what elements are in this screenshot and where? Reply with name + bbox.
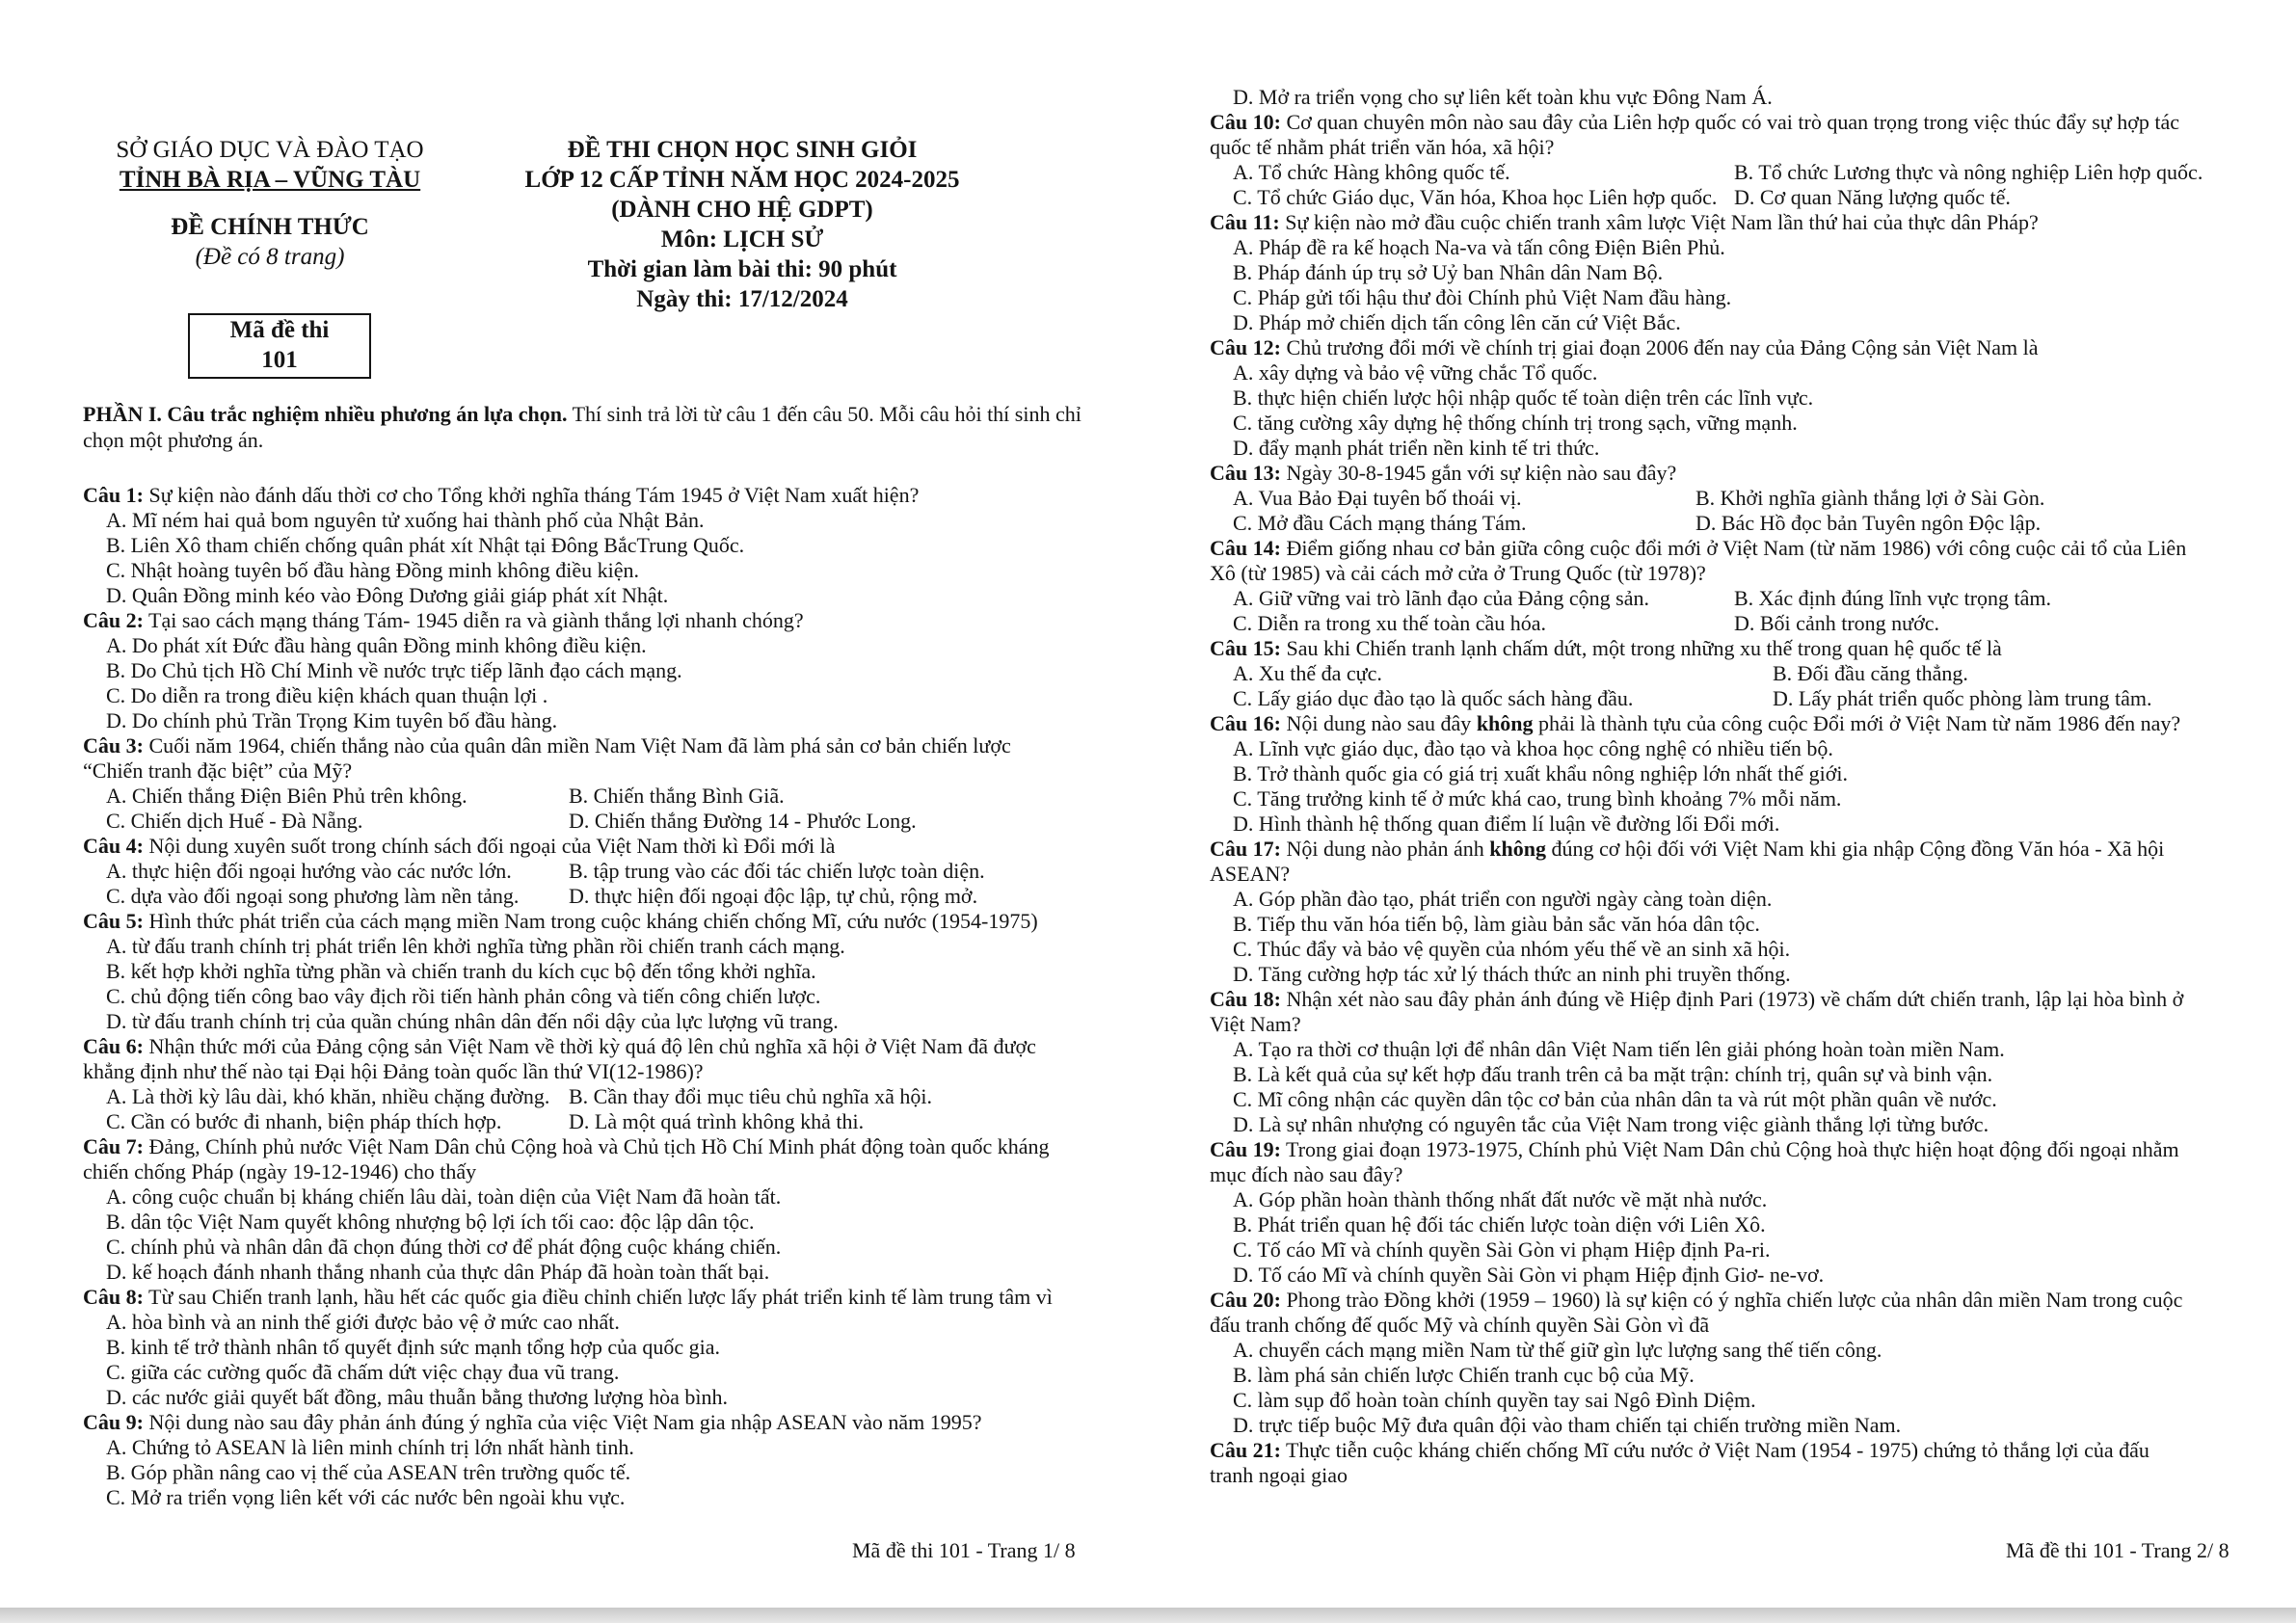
option-b: B. Khởi nghĩa giành thắng lợi ở Sài Gòn. <box>1695 486 2045 510</box>
option-d: D. Cơ quan Năng lượng quốc tế. <box>1734 185 2011 209</box>
option-d: D. các nước giải quyết bất đồng, mâu thuẫn bằng thương lượng hòa bình. <box>106 1385 728 1409</box>
option-d: D. đẩy mạnh phát triển nền kinh tế tri thức. <box>1233 436 1600 460</box>
question-label: Câu 11: <box>1210 210 1280 234</box>
option-c: C. Lấy giáo dục đào tạo là quốc sách hàng đầu. <box>1233 686 1634 710</box>
question-text-cont: chiến chống Pháp (ngày 19-12-1946) cho thấy <box>83 1159 477 1184</box>
pages-note: (Đề có 8 trang) <box>195 244 345 270</box>
option-c: C. Diễn ra trong xu thế toàn cầu hóa. <box>1233 611 1547 635</box>
option-b: B. thực hiện chiến lược hội nhập quốc tế toàn diện trên các lĩnh vực. <box>1233 386 1814 410</box>
option-a: A. chuyển cách mạng miền Nam từ thế giữ gìn lực lượng sang thế tiến công. <box>1233 1338 1882 1362</box>
option-c: C. Thúc đẩy và bảo vệ quyền của nhóm yếu thế về an sinh xã hội. <box>1233 937 1791 961</box>
option-d: D. Pháp mở chiến dịch tấn công lên căn cứ Việt Bắc. <box>1233 310 1681 334</box>
question-6 <box>83 1034 1114 1134</box>
question-label: Câu 12: <box>1210 335 1281 359</box>
question-text-post: đúng cơ hội đối với Việt Nam khi gia nhập Cộng đồng Văn hóa - Xã hội <box>1545 837 2165 861</box>
question-text: Từ sau Chiến tranh lạnh, hầu hết các quốc gia điều chỉnh chiến lược lấy phát triển kinh tế làm trung tâm vì <box>143 1285 1053 1309</box>
grade-line: LỚP 12 CẤP TỈNH NĂM HỌC 2024-2025 <box>524 167 960 193</box>
question-text: Chủ trương đổi mới về chính trị giai đoạn 2006 đến nay của Đảng Cộng sản Việt Nam là <box>1280 335 2039 359</box>
department-name: SỞ GIÁO DỤC VÀ ĐÀO TẠO <box>116 137 424 163</box>
option-a: A. Giữ vững vai trò lãnh đạo của Đảng cộng sản. <box>1233 586 1649 610</box>
exam-code-label: Mã đề thi <box>229 317 330 343</box>
question-label: Câu 7: <box>83 1134 144 1158</box>
option-b: B. Liên Xô tham chiến chống quân phát xít Nhật tại Đông BắcTrung Quốc. <box>106 533 745 557</box>
option-d: D. Tố cáo Mĩ và chính quyền Sài Gòn vi phạm Hiệp định Giơ- ne-vơ. <box>1233 1263 1825 1287</box>
question-4 <box>83 834 1114 909</box>
option-b: B. Đối đầu căng thẳng. <box>1773 661 1968 685</box>
question-text-cont: Xô (từ 1985) và cải cách mở cửa ở Trung Quốc (từ 1978)? <box>1210 561 1706 585</box>
option-c: C. Tăng trưởng kinh tế ở mức khá cao, trung bình khoảng 7% mỗi năm. <box>1233 786 1842 811</box>
question-9 <box>83 1410 1114 1510</box>
option-a: A. Vua Bảo Đại tuyên bố thoái vị. <box>1233 486 1522 510</box>
option-c: C. Tổ chức Giáo dục, Văn hóa, Khoa học Liên hợp quốc. <box>1233 185 1718 209</box>
subject-line: Môn: LỊCH SỬ <box>660 226 824 253</box>
question-1 <box>83 483 1114 608</box>
question-text: Sự kiện nào đánh dấu thời cơ cho Tổng khởi nghĩa tháng Tám 1945 ở Việt Nam xuất hiện? <box>143 483 920 507</box>
question-text-cont: Việt Nam? <box>1210 1012 1301 1036</box>
question-text: Trong giai đoạn 1973-1975, Chính phủ Việt Nam Dân chủ Cộng hoà thực hiện hoạt động đối ngoại nhằm <box>1280 1137 2179 1161</box>
option-d: D. Là sự nhân nhượng có nguyên tắc của Việt Nam trong việc giành thắng lợi từng bước. <box>1233 1112 1989 1136</box>
option-a: A. Tổ chức Hàng không quốc tế. <box>1233 160 1510 184</box>
question-text: Phong trào Đồng khởi (1959 – 1960) là sự kiện có ý nghĩa chiến lược của nhân dân miền Nam trong cuộc <box>1280 1288 2183 1312</box>
option-d: D. kế hoạch đánh nhanh thắng nhanh của thực dân Pháp đã hoàn toàn thất bại. <box>106 1260 770 1284</box>
option-c: C. Cần có bước đi nhanh, biện pháp thích hợp. <box>106 1109 502 1133</box>
section-instructions: Thí sinh trả lời từ câu 1 đến câu 50. Mỗi câu hỏi thí sinh chỉ chọn một phương án. <box>83 402 1081 452</box>
question-3 <box>83 733 1114 834</box>
option-a: A. xây dựng và bảo vệ vững chắc Tổ quốc. <box>1233 360 1598 385</box>
option-d: D. từ đấu tranh chính trị của quần chúng nhân dân đến nổi dậy của lực lượng vũ trang. <box>106 1009 839 1033</box>
official-label: ĐỀ CHÍNH THỨC <box>171 214 369 240</box>
question-10 <box>1210 110 2251 210</box>
option-b: B. Trở thành quốc gia có giá trị xuất khẩu nông nghiệp lớn nhất thế giới. <box>1233 761 1848 785</box>
option-b: B. Do Chủ tịch Hồ Chí Minh về nước trực tiếp lãnh đạo cách mạng. <box>106 658 682 682</box>
question-text: Điểm giống nhau cơ bản giữa công cuộc đổi mới ở Việt Nam (từ năm 1986) với công cuộc cải tổ của Liên <box>1280 536 2187 560</box>
question-text: Đảng, Chính phủ nước Việt Nam Dân chủ Cộng hoà và Chủ tịch Hồ Chí Minh phát động toàn quốc kháng <box>143 1134 1050 1158</box>
question-text: Sau khi Chiến tranh lạnh chấm dứt, một trong những xu thế trong quan hệ quốc tế là <box>1280 636 2002 660</box>
question-16 <box>1210 711 2251 837</box>
option-d: D. thực hiện đối ngoại độc lập, tự chủ, rộng mở. <box>569 884 978 908</box>
option-c: C. Mở ra triển vọng liên kết với các nước bên ngoài khu vực. <box>106 1485 626 1509</box>
question-12 <box>1210 335 2251 461</box>
option-d: D. Quân Đồng minh kéo vào Đông Dương giải giáp phát xít Nhật. <box>106 583 669 607</box>
option-c: C. Chiến dịch Huế - Đà Nẵng. <box>106 809 363 833</box>
option-a: A. hòa bình và an ninh thế giới được bảo vệ ở mức cao nhất. <box>106 1310 620 1334</box>
option-a: A. thực hiện đối ngoại hướng vào các nước lớn. <box>106 859 512 883</box>
question-text: Nội dung xuyên suốt trong chính sách đối ngoại của Việt Nam thời kì Đổi mới là <box>143 834 836 858</box>
option-d: D. Lấy phát triển quốc phòng làm trung tâm. <box>1773 686 2152 710</box>
question-text-cont: mục đích nào sau đây? <box>1210 1162 1403 1186</box>
question-11 <box>1210 210 2251 335</box>
question-text: Ngày 30-8-1945 gắn với sự kiện nào sau đây? <box>1280 461 1677 485</box>
question-7 <box>83 1134 1114 1285</box>
question-text: Cơ quan chuyên môn nào sau đây của Liên hợp quốc có vai trò quan trọng trong việc thúc đẩy sự hợp tác <box>1280 110 2180 134</box>
question-13 <box>1210 461 2251 536</box>
option-d: D. Mở ra triển vọng cho sự liên kết toàn khu vực Đông Nam Á. <box>1233 85 1773 109</box>
exam-code-value: 101 <box>261 347 298 373</box>
option-d: D. Chiến thắng Đường 14 - Phước Long. <box>569 809 917 833</box>
page-footer: Mã đề thi 101 - Trang 1/ 8 <box>852 1538 1076 1562</box>
option-b: B. Pháp đánh úp trụ sở Uỷ ban Nhân dân Nam Bộ. <box>1233 260 1664 284</box>
option-c: C. chủ động tiến công bao vây địch rồi tiến hành phản công và tiến công chiến lược. <box>106 984 821 1008</box>
question-label: Câu 9: <box>83 1410 144 1434</box>
option-a: A. Góp phần hoàn thành thống nhất đất nước về mặt nhà nước. <box>1233 1187 1768 1211</box>
option-b: B. kinh tế trở thành nhân tố quyết định sức mạnh tổng hợp của quốc gia. <box>106 1335 721 1359</box>
question-label: Câu 16: <box>1210 711 1281 735</box>
page-footer: Mã đề thi 101 - Trang 2/ 8 <box>2006 1538 2229 1562</box>
question-15 <box>1210 636 2251 711</box>
question-text: Nội dung nào phản ánh <box>1280 837 1490 861</box>
option-a: A. Chứng tỏ ASEAN là liên minh chính trị lớn nhất hành tinh. <box>106 1435 634 1459</box>
option-c: C. chính phủ và nhân dân đã chọn đúng thời cơ để phát động cuộc kháng chiến. <box>106 1235 782 1259</box>
question-9-continued <box>1210 85 2251 110</box>
section-title: PHẦN I. Câu trắc nghiệm nhiều phương án lựa chọn. <box>83 402 568 426</box>
question-text: Thực tiễn cuộc kháng chiến chống Mĩ cứu nước ở Việt Nam (1954 - 1975) chứng tỏ thắng lợi của đấu <box>1280 1438 2149 1462</box>
question-label: Câu 20: <box>1210 1288 1281 1312</box>
question-text: Cuối năm 1964, chiến thắng nào của quân dân miền Nam Việt Nam đã làm phá sản cơ bản chiến lược <box>143 733 1011 758</box>
option-b: B. kết hợp khởi nghĩa từng phần và chiến tranh du kích cục bộ đến tổng khởi nghĩa. <box>106 959 816 983</box>
question-text: Nhận thức mới của Đảng cộng sản Việt Nam về thời kỳ quá độ lên chủ nghĩa xã hội ở Việt Nam đã được <box>143 1034 1036 1058</box>
option-d: D. Hình thành hệ thống quan điểm lí luận về đường lối Đổi mới. <box>1233 812 1780 836</box>
question-text-emphasis: không <box>1489 837 1546 861</box>
question-text-post: phải là thành tựu của công cuộc Đổi mới ở Việt Nam từ năm 1986 đến nay? <box>1533 711 2181 735</box>
question-label: Câu 17: <box>1210 837 1281 861</box>
option-c: C. dựa vào đối ngoại song phương làm nền tảng. <box>106 884 520 908</box>
option-b: B. Phát triển quan hệ đối tác chiến lược toàn diện với Liên Xô. <box>1233 1212 1766 1237</box>
question-text: Hình thức phát triển của cách mạng miền Nam trong cuộc kháng chiến chống Mĩ, cứu nước (1954-1975) <box>143 909 1038 933</box>
exam-page-2 <box>1148 0 2296 1623</box>
option-b: B. Chiến thắng Bình Giã. <box>569 784 785 808</box>
option-c: C. Mở đầu Cách mạng tháng Tám. <box>1233 511 1527 535</box>
question-text-cont: “Chiến tranh đặc biệt” của Mỹ? <box>83 758 353 783</box>
option-b: B. làm phá sản chiến lược Chiến tranh cục bộ của Mỹ. <box>1233 1363 1695 1387</box>
question-21 <box>1210 1438 2251 1488</box>
option-c: C. Tố cáo Mĩ và chính quyền Sài Gòn vi phạm Hiệp định Pa-ri. <box>1233 1237 1771 1262</box>
option-a: A. công cuộc chuẩn bị kháng chiến lâu dài, toàn diện của Việt Nam đã hoàn tất. <box>106 1184 782 1209</box>
question-text-cont: quốc tế nhằm phát triển văn hóa, xã hội? <box>1210 135 1555 159</box>
option-c: C. tăng cường xây dựng hệ thống chính trị trong sạch, vững mạnh. <box>1233 411 1798 435</box>
question-18 <box>1210 987 2251 1137</box>
option-c: C. Nhật hoàng tuyên bố đầu hàng Đồng minh không điều kiện. <box>106 558 639 582</box>
question-8 <box>83 1285 1114 1410</box>
question-17 <box>1210 837 2251 987</box>
option-c: C. Pháp gửi tối hậu thư đòi Chính phủ Việt Nam đầu hàng. <box>1233 285 1732 309</box>
time-line: Thời gian làm bài thi: 90 phút <box>587 256 897 282</box>
option-d: D. Bối cảnh trong nước. <box>1734 611 1939 635</box>
province-name: TỈNH BÀ RỊA – VŨNG TÀU <box>119 167 421 193</box>
option-b: B. Xác định đúng lĩnh vực trọng tâm. <box>1734 586 2052 610</box>
option-a: A. Xu thế đa cực. <box>1233 661 1382 685</box>
option-d: D. Là một quá trình không khả thi. <box>569 1109 865 1133</box>
question-text-emphasis: không <box>1476 711 1534 735</box>
exam-title: ĐỀ THI CHỌN HỌC SINH GIỎI <box>567 137 918 163</box>
option-d: D. Tăng cường hợp tác xử lý thách thức an ninh phi truyền thống. <box>1233 962 1791 986</box>
question-label: Câu 8: <box>83 1285 144 1309</box>
option-d: D. Bác Hồ đọc bản Tuyên ngôn Độc lập. <box>1695 511 2042 535</box>
option-a: A. Mĩ ném hai quả bom nguyên tử xuống hai thành phố của Nhật Bản. <box>106 508 705 532</box>
question-label: Câu 3: <box>83 733 144 758</box>
option-a: A. Do phát xít Đức đầu hàng quân Đồng minh không điều kiện. <box>106 633 647 657</box>
question-label: Câu 4: <box>83 834 144 858</box>
option-b: B. Tiếp thu văn hóa tiến bộ, làm giàu bản sắc văn hóa dân tộc. <box>1233 912 1760 936</box>
question-text: Nội dung nào sau đây phản ánh đúng ý nghĩa của việc Việt Nam gia nhập ASEAN vào năm 1995? <box>143 1410 982 1434</box>
exam-code-box <box>188 313 371 379</box>
option-a: A. Chiến thắng Điện Biên Phủ trên không. <box>106 784 467 808</box>
question-text-cont: tranh ngoại giao <box>1210 1463 1348 1487</box>
question-text-cont: đấu tranh chống đế quốc Mỹ và chính quyền Sài Gòn vì đã <box>1210 1313 1710 1337</box>
option-a: A. Lĩnh vực giáo dục, đào tạo và khoa học công nghệ có nhiều tiến bộ. <box>1233 736 1833 760</box>
option-a: A. Là thời kỳ lâu dài, khó khăn, nhiều chặng đường. <box>106 1084 550 1108</box>
option-a: A. Góp phần đào tạo, phát triển con người ngày càng toàn diện. <box>1233 887 1773 911</box>
section-intro <box>83 401 1095 453</box>
question-label: Câu 6: <box>83 1034 144 1058</box>
option-b: B. tập trung vào các đối tác chiến lược toàn diện. <box>569 859 985 883</box>
date-line: Ngày thi: 17/12/2024 <box>636 286 848 312</box>
option-c: C. làm sụp đổ hoàn toàn chính quyền tay sai Ngô Đình Diệm. <box>1233 1388 1756 1412</box>
option-b: B. Cần thay đổi mục tiêu chủ nghĩa xã hội. <box>569 1084 932 1108</box>
question-text: Tại sao cách mạng tháng Tám- 1945 diễn ra và giành thắng lợi nhanh chóng? <box>143 608 804 632</box>
question-19 <box>1210 1137 2251 1288</box>
question-14 <box>1210 536 2251 636</box>
option-b: B. Góp phần nâng cao vị thế của ASEAN trên trường quốc tế. <box>106 1460 631 1484</box>
question-label: Câu 5: <box>83 909 144 933</box>
option-a: A. Pháp đề ra kế hoạch Na-va và tấn công Điện Biên Phủ. <box>1233 235 1725 259</box>
question-text-cont: ASEAN? <box>1210 862 1291 886</box>
question-label: Câu 19: <box>1210 1137 1281 1161</box>
question-text: Nội dung nào sau đây <box>1280 711 1477 735</box>
question-label: Câu 13: <box>1210 461 1281 485</box>
header-right <box>501 135 983 314</box>
option-d: D. trực tiếp buộc Mỹ đưa quân đội vào tham chiến tại chiến trường miền Nam. <box>1233 1413 1902 1437</box>
option-a: A. từ đấu tranh chính trị phát triển lên khởi nghĩa từng phần rồi chiến tranh cách mạng. <box>106 934 845 958</box>
question-5 <box>83 909 1114 1034</box>
option-b: B. Tổ chức Lương thực và nông nghiệp Liên hợp quốc. <box>1734 160 2203 184</box>
option-b: B. Là kết quả của sự kết hợp đấu tranh trên cả ba mặt trận: chính trị, quân sự và binh vận. <box>1233 1062 1993 1086</box>
option-c: C. Do diễn ra trong điều kiện khách quan thuận lợi . <box>106 683 548 707</box>
system-line: (DÀNH CHO HỆ GDPT) <box>611 197 873 223</box>
question-text-cont: khẳng định như thế nào tại Đại hội Đảng toàn quốc lần thứ VI(12-1986)? <box>83 1059 704 1083</box>
question-20 <box>1210 1288 2251 1438</box>
question-label: Câu 18: <box>1210 987 1281 1011</box>
scan-edge <box>0 1608 2296 1623</box>
question-text: Nhận xét nào sau đây phản ánh đúng về Hiệp định Pari (1973) về chấm dứt chiến tranh, lập lại hòa bình ở <box>1280 987 2184 1011</box>
header-left <box>116 135 424 272</box>
question-label: Câu 10: <box>1210 110 1281 134</box>
option-d: D. Do chính phủ Trần Trọng Kim tuyên bố đầu hàng. <box>106 708 558 732</box>
option-a: A. Tạo ra thời cơ thuận lợi để nhân dân Việt Nam tiến lên giải phóng hoàn toàn miền Nam. <box>1233 1037 2005 1061</box>
question-label: Câu 2: <box>83 608 144 632</box>
question-label: Câu 14: <box>1210 536 1281 560</box>
question-label: Câu 1: <box>83 483 144 507</box>
option-c: C. Mĩ công nhận các quyền dân tộc cơ bản của nhân dân ta và rút một phần quân về nước. <box>1233 1087 1997 1111</box>
option-b: B. dân tộc Việt Nam quyết không nhượng bộ lợi ích tối cao: độc lập dân tộc. <box>106 1210 755 1234</box>
question-label: Câu 21: <box>1210 1438 1281 1462</box>
option-c: C. giữa các cường quốc đã chấm dứt việc chạy đua vũ trang. <box>106 1360 620 1384</box>
question-2 <box>83 608 1114 733</box>
question-text: Sự kiện nào mở đầu cuộc chiến tranh xâm lược Việt Nam lần thứ hai của thực dân Pháp? <box>1279 210 2039 234</box>
question-label: Câu 15: <box>1210 636 1281 660</box>
